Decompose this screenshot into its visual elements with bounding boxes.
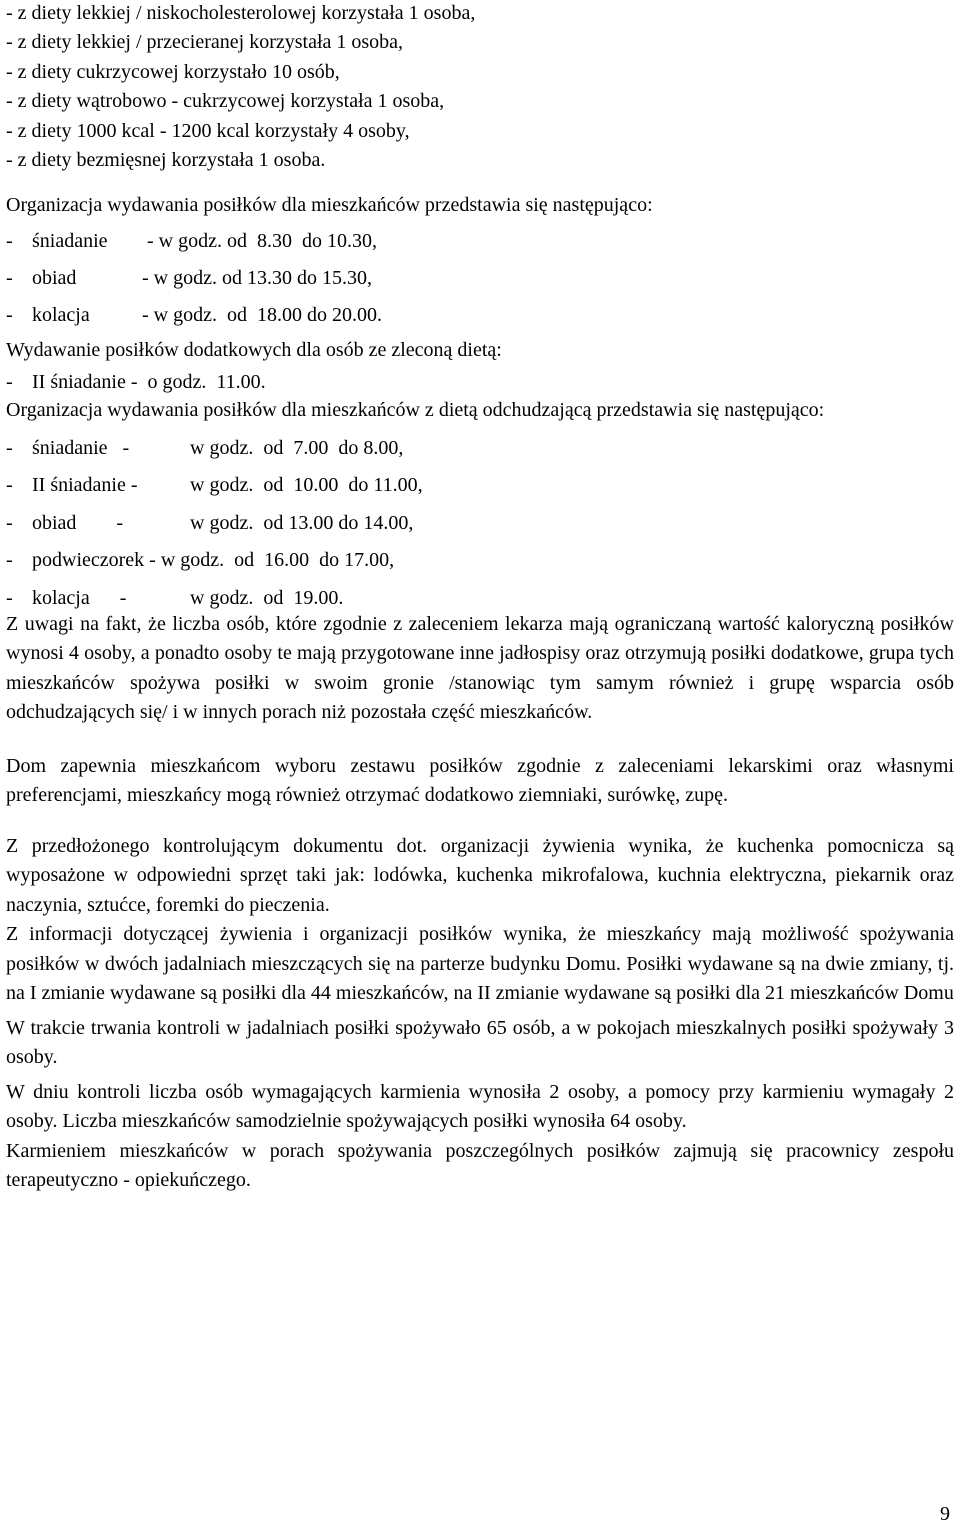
meal-schedule: [6, 223, 954, 334]
meal-label: II śniadanie -: [32, 474, 138, 497]
paragraph-dining-rooms: Z informacji dotyczącej żywienia i organizacji posiłków wynika, że mieszkańcy mają możliwość spożywania posiłków w dwóch jadalniach mieszczących się na parterze budynku Domu. Posiłki wydawane są na dwie zmiany, tj. na I zmianie wydawane są posiłki dla 44 mieszkańców, na II zmianie wydawane są posiłki dla 21 mieszkańców Domu: [6, 923, 954, 1005]
list-dash: -: [6, 436, 13, 459]
paragraph-control-meals: W trakcie trwania kontroli w jadalniach posiłki spożywało 65 osób, a w pokojach mieszkalnych posiłki spożywały 3 osoby.: [6, 1016, 954, 1069]
paragraph-feeding: W dniu kontroli liczba osób wymagających karmienia wynosiła 2 osoby, a pomocy przy karmieniu wymagały 2 osoby. Liczba mieszkańców samodzielnie spożywających posiłki wynosiła 64 osoby.: [6, 1080, 954, 1133]
paragraph-dietary-group: Z uwagi na fakt, że liczba osób, które zgodnie z zaleceniem lekarza mają ograniczaną wartość kaloryczną posiłków wynosi 4 osoby, a ponadto osoby te mają przygotowane inne jadłospisy oraz otrzymują posiłki dodatkowe, grupa tych mieszkańców spożywa posiłki w swoim gronie /stanowiąc tym samym również i grupę wsparcia osób odchudzających się/ i w innych porach niż pozostała część mieszkańców.: [6, 612, 954, 724]
list-dash: -: [6, 511, 13, 534]
list-dash: -: [6, 586, 13, 609]
meal-label: kolacja: [32, 303, 90, 326]
diet-line: - z diety cukrzycowej korzystało 10 osób,: [6, 60, 340, 83]
meal-time: II śniadanie - o godz. 11.00.: [32, 371, 266, 394]
schedule-item: [6, 430, 954, 467]
document-page: [6, 0, 954, 1196]
meal-label: śniadanie -: [32, 436, 130, 459]
paragraph-feeding-staff: Karmieniem mieszkańców w porach spożywania poszczególnych posiłków zajmują się pracownicy zespołu terapeutyczno - opiekuńczego.: [6, 1139, 954, 1192]
meal-time: w godz. od 13.00 do 14.00,: [190, 511, 414, 534]
diet-list: [6, 0, 954, 175]
diet-line: - z diety wątrobowo - cukrzycowej korzystała 1 osoba,: [6, 90, 445, 113]
list-dash: -: [6, 549, 13, 572]
meal-label: obiad: [32, 266, 77, 289]
schedule-item: [6, 542, 954, 579]
meal-time: w godz. od 7.00 do 8.00,: [190, 436, 404, 459]
meal-time: - w godz. od 8.30 do 10.30,: [142, 229, 377, 252]
list-dash: -: [6, 371, 13, 394]
paragraph-meal-choice: Dom zapewnia mieszkańcom wyboru zestawu posiłków zgodnie z zaleceniami lekarskimi oraz własnymi preferencjami, mieszkańcy mogą również otrzymać dodatkowo ziemniaki, surówkę, zupę.: [6, 754, 954, 807]
meal-time: - w godz. od 16.00 do 17.00,: [144, 549, 395, 572]
extra-meal-schedule: [6, 365, 954, 399]
diet-line: - z diety lekkiej / niskocholesterolowej korzystała 1 osoba,: [6, 2, 476, 24]
schedule-item: [6, 260, 954, 297]
schedule-item: [6, 297, 954, 334]
meals-intro: Organizacja wydawania posiłków dla mieszkańców przedstawia się następująco:: [6, 194, 653, 217]
diet-line: - z diety bezmięsnej korzystała 1 osoba.: [6, 149, 326, 172]
list-dash: -: [6, 303, 13, 326]
schedule-item: [6, 223, 954, 260]
meal-time: - w godz. od 18.00 do 20.00.: [142, 303, 382, 326]
schedule-item: [6, 467, 954, 504]
paragraph-kitchen-equipment: Z przedłożonego kontrolującym dokumentu dot. organizacji żywienia wynika, że kuchenka pomocnicza są wyposażone w odpowiedni sprzęt taki jak: lodówka, kuchenka mikrofalowa, kuchnia elektryczna, piekarnik oraz naczynia, sztućce, foremki do pieczenia.: [6, 834, 954, 916]
diet-line: - z diety 1000 kcal - 1200 kcal korzystały 4 osoby,: [6, 119, 410, 142]
meal-time: w godz. od 10.00 do 11.00,: [190, 474, 423, 497]
schedule-item: [6, 365, 954, 399]
schedule-item: [6, 505, 954, 542]
meal-time: - w godz. od 13.30 do 15.30,: [142, 266, 372, 289]
meal-time: w godz. od 19.00.: [190, 586, 344, 609]
list-dash: -: [6, 474, 13, 497]
meal-label: śniadanie: [32, 229, 108, 252]
meal-label: podwieczorek: [32, 549, 145, 572]
page-number: 9: [940, 1503, 950, 1525]
reducing-intro: Organizacja wydawania posiłków dla mieszkańców z dietą odchudzającą przedstawia się następująco:: [6, 399, 825, 422]
list-dash: -: [6, 266, 13, 289]
reducing-meal-schedule: [6, 430, 954, 617]
meal-label: kolacja -: [32, 586, 127, 609]
list-dash: -: [6, 229, 13, 252]
diet-line: - z diety lekkiej / przecieranej korzystała 1 osoba,: [6, 31, 404, 54]
meal-label: obiad -: [32, 511, 124, 534]
extra-meals-intro: Wydawanie posiłków dodatkowych dla osób ze zleconą dietą:: [6, 338, 502, 361]
